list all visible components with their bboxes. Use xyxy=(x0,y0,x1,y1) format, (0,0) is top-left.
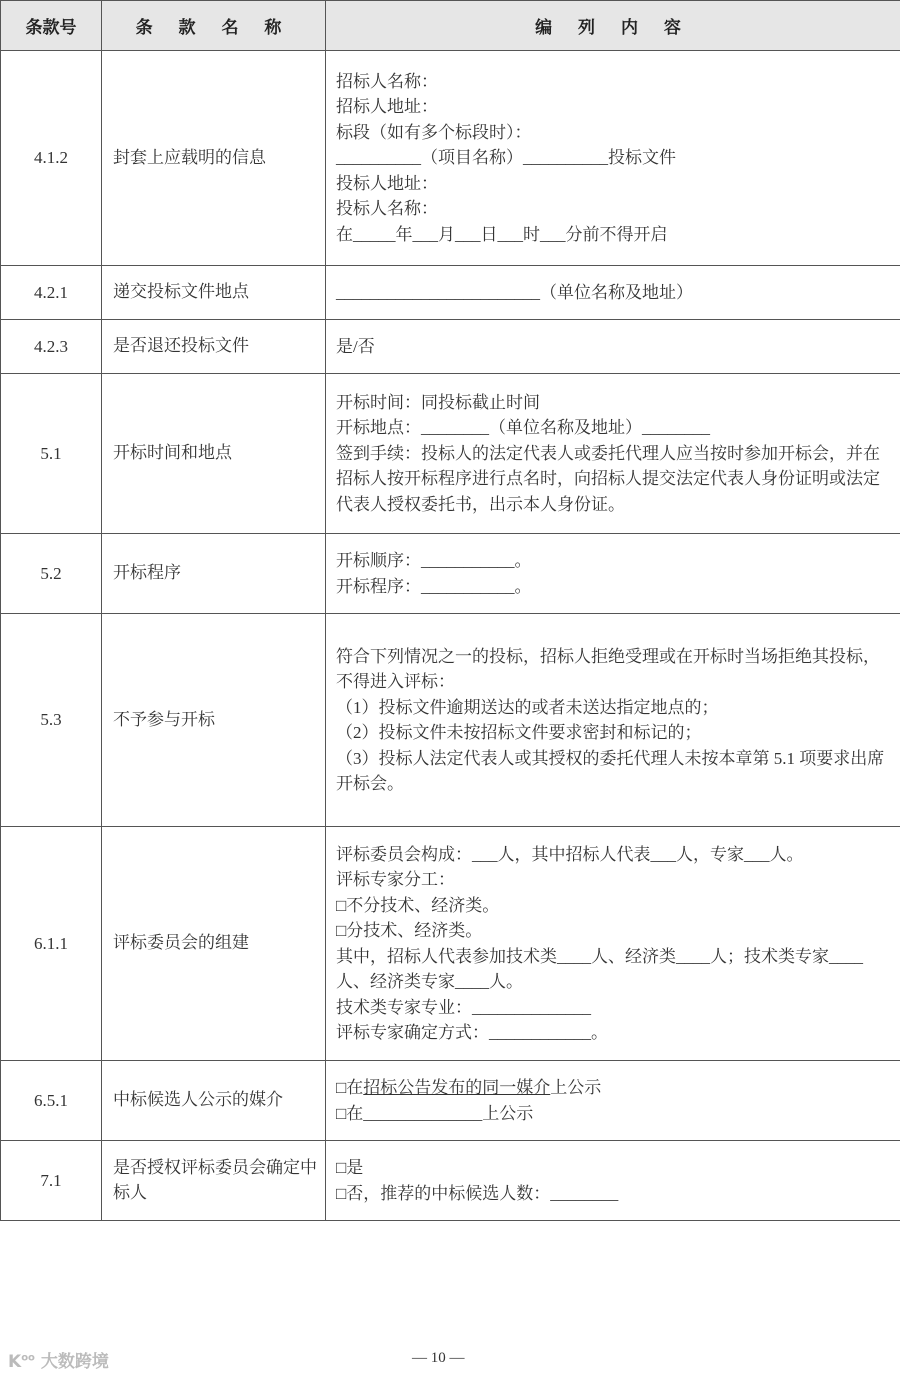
table-row xyxy=(1,614,900,827)
clause-name: 是否退还投标文件 xyxy=(102,320,326,374)
content-line: □否，推荐的中标候选人数：________ xyxy=(336,1183,619,1203)
clause-content xyxy=(326,51,900,266)
table-row xyxy=(1,534,900,614)
clause-name: 递交投标文件地点 xyxy=(102,266,326,320)
content-line: 评标专家确定方式：____________。 xyxy=(336,1023,608,1042)
header-content: 编 列 内 容 xyxy=(326,1,900,51)
content-line: 标段（如有多个标段时）： xyxy=(336,122,532,142)
clause-number: 5.3 xyxy=(1,614,102,827)
table-row xyxy=(1,320,900,374)
content-line: 是/否 xyxy=(336,336,375,356)
content-line: 开标顺序：___________。 xyxy=(336,551,532,570)
clause-content xyxy=(326,827,900,1061)
page-number: — 10 — xyxy=(412,1350,465,1366)
clause-number: 5.1 xyxy=(1,374,102,534)
table-row xyxy=(1,1141,900,1221)
clause-number: 7.1 xyxy=(1,1141,102,1221)
clause-content xyxy=(326,266,900,320)
content-line: 评标专家分工： xyxy=(336,870,455,889)
clause-content xyxy=(326,374,900,534)
content-line: □是 xyxy=(336,1158,364,1177)
clause-number: 6.1.1 xyxy=(1,827,102,1061)
watermark-text: 大数跨境 xyxy=(40,1352,109,1372)
content-line: 投标人名称： xyxy=(336,199,438,219)
content-line: （2）投标文件未按招标文件要求密封和标记的； xyxy=(336,723,702,742)
clause-number: 5.2 xyxy=(1,534,102,614)
table-row xyxy=(1,827,900,1061)
table-row xyxy=(1,1061,900,1141)
clause-name: 评标委员会的组建 xyxy=(102,827,326,1061)
clause-name: 开标程序 xyxy=(102,534,326,614)
content-line: 开标地点：________（单位名称及地址）________ xyxy=(336,418,710,438)
clause-name: 封套上应载明的信息 xyxy=(102,51,326,266)
content-line: 招标人名称： xyxy=(336,71,438,91)
content-line: 在_____年___月___日___时___分前不得开启 xyxy=(336,224,668,244)
content-line: □分技术、经济类。 xyxy=(336,921,483,940)
table-row xyxy=(1,51,900,266)
clause-content xyxy=(326,614,900,827)
table-body xyxy=(1,51,900,1221)
underlined-value: 招标公告发布的同一媒介 xyxy=(363,1078,551,1097)
content-line: 开标程序：___________。 xyxy=(336,576,532,596)
content-line: （1）投标文件逾期送达的或者未送达指定地点的； xyxy=(336,697,719,717)
header-clause-number: 条款号 xyxy=(1,1,102,51)
clause-number: 6.5.1 xyxy=(1,1061,102,1141)
content-line: 开标时间：同投标截止时间 xyxy=(336,392,540,412)
clause-number: 4.2.1 xyxy=(1,266,102,320)
content-line: __________（项目名称）__________投标文件 xyxy=(336,148,676,168)
table-row xyxy=(1,266,900,320)
content-line: □在______________上公示 xyxy=(336,1103,534,1123)
clause-content xyxy=(326,1061,900,1141)
table-header-row xyxy=(1,1,900,51)
content-line: 签到手续：投标人的法定代表人或委托代理人应当按时参加开标会，并在招标人按开标程序进行点名时，向招标人提交法定代表人身份证明或法定代表人授权委托书，出示本人身份证。 xyxy=(336,443,880,514)
content-line: （3）投标人法定代表人或其授权的委托代理人未按本章第 5.1 项要求出席开标会。 xyxy=(336,748,885,793)
watermark-logo: $K^{oo}$ 大数跨境 xyxy=(8,1352,109,1372)
content-line: 技术类专家专业：______________ xyxy=(336,997,591,1017)
clause-name: 是否授权评标委员会确定中标人 xyxy=(102,1141,326,1221)
content-line: □不分技术、经济类。 xyxy=(336,895,500,915)
content-line: 其中，招标人代表参加技术类____人、经济类____人；技术类专家____人、经济类专家____人。 xyxy=(336,946,863,991)
content-line: 投标人地址： xyxy=(336,173,438,193)
clause-name: 不予参与开标 xyxy=(102,614,326,827)
content-line: ________________________（单位名称及地址） xyxy=(336,282,693,302)
header-clause-name: 条 款 名 称 xyxy=(102,1,326,51)
clause-content xyxy=(326,320,900,374)
clause-number: 4.2.3 xyxy=(1,320,102,374)
content-line: 招标人地址： xyxy=(336,97,438,117)
clause-content xyxy=(326,534,900,614)
clause-name: 开标时间和地点 xyxy=(102,374,326,534)
clause-content xyxy=(326,1141,900,1221)
clause-name: 中标候选人公示的媒介 xyxy=(102,1061,326,1141)
content-line: □在招标公告发布的同一媒介上公示 xyxy=(336,1078,602,1097)
content-line: 符合下列情况之一的投标，招标人拒绝受理或在开标时当场拒绝其投标，不得进入评标： xyxy=(336,646,880,691)
clause-number: 4.1.2 xyxy=(1,51,102,266)
table-row xyxy=(1,374,900,534)
content-line: 评标委员会构成：___人，其中招标人代表___人，专家___人。 xyxy=(336,844,804,864)
